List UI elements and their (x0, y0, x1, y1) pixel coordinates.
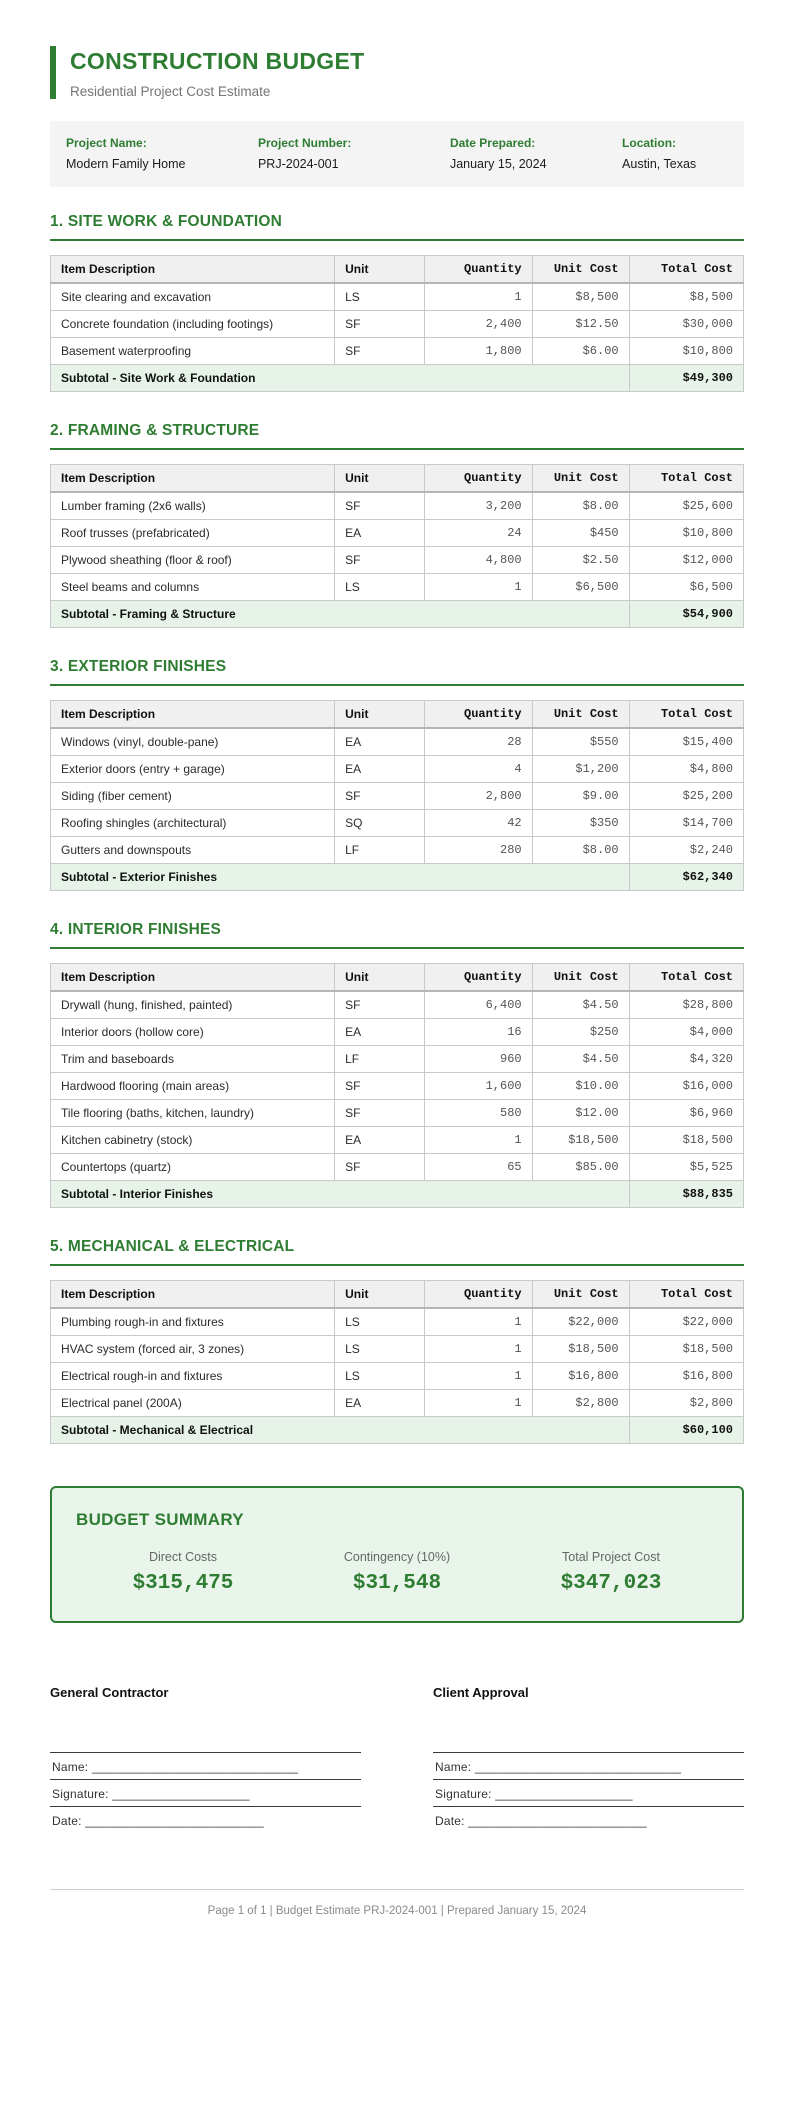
table-row (51, 728, 744, 756)
cell-quantity: 1 (425, 1390, 532, 1417)
project-name-label: Project Name: (66, 136, 147, 150)
cell-unit: LS (335, 1363, 425, 1390)
project-number-value: PRJ-2024-001 (257, 157, 339, 171)
subtotal-row (51, 864, 744, 891)
column-header-unit: Unit (335, 964, 425, 992)
footer-text: Page 1 of 1 | Budget Estimate PRJ-2024-001 | Prepared January 15, 2024 (207, 1905, 587, 1917)
cell-unit: SF (335, 783, 425, 810)
cell-total-cost: $14,700 (629, 810, 743, 837)
cell-unit-cost: $16,800 (532, 1363, 629, 1390)
cell-unit-cost: $12.50 (532, 311, 629, 338)
table-row (51, 991, 744, 1019)
column-header-total-cost: Total Cost (629, 701, 743, 729)
cell-description: Hardwood flooring (main areas) (51, 1073, 335, 1100)
cell-unit: SF (335, 338, 425, 365)
signature-section (50, 1685, 744, 1833)
direct-costs-value: $315,475 (132, 1572, 234, 1595)
column-header-unit-cost: Unit Cost (532, 465, 629, 493)
cell-total-cost: $6,960 (629, 1100, 743, 1127)
cell-total-cost: $16,000 (629, 1073, 743, 1100)
cost-section (50, 1238, 744, 1444)
section-title: 4. INTERIOR FINISHES (50, 921, 744, 949)
client-signature-line: Signature: ____________________ (433, 1779, 744, 1806)
subtotal-row (51, 1417, 744, 1444)
cell-unit: EA (335, 1019, 425, 1046)
cell-unit-cost: $4.50 (532, 991, 629, 1019)
cell-unit-cost: $8.00 (532, 837, 629, 864)
page-title: CONSTRUCTION BUDGET (70, 48, 365, 74)
table-row (51, 1363, 744, 1390)
subtotal-row (51, 365, 744, 392)
cell-unit-cost: $6.00 (532, 338, 629, 365)
table-row (51, 1019, 744, 1046)
table-row (51, 1390, 744, 1417)
cell-quantity: 1 (425, 283, 532, 311)
table-header-row (51, 465, 744, 493)
cell-unit-cost: $4.50 (532, 1046, 629, 1073)
cell-unit: SF (335, 547, 425, 574)
cell-quantity: 1 (425, 1308, 532, 1336)
column-header-description: Item Description (51, 964, 335, 992)
cell-total-cost: $15,400 (629, 728, 743, 756)
table-header-row (51, 701, 744, 729)
table-row (51, 574, 744, 601)
cell-description: Electrical rough-in and fixtures (51, 1363, 335, 1390)
cell-unit-cost: $550 (532, 728, 629, 756)
column-header-unit: Unit (335, 701, 425, 729)
subtotal-value: $49,300 (629, 365, 743, 392)
cell-quantity: 65 (425, 1154, 532, 1181)
document-header (50, 46, 744, 99)
column-header-total-cost: Total Cost (629, 964, 743, 992)
cell-description: Concrete foundation (including footings) (51, 311, 335, 338)
cell-description: Plumbing rough-in and fixtures (51, 1308, 335, 1336)
subtotal-label: Subtotal - Mechanical & Electrical (51, 1417, 630, 1444)
table-row (51, 1127, 744, 1154)
cell-unit: LS (335, 574, 425, 601)
column-header-quantity: Quantity (425, 465, 532, 493)
accent-bar (50, 46, 56, 99)
cell-description: Lumber framing (2x6 walls) (51, 492, 335, 520)
cell-description: Countertops (quartz) (51, 1154, 335, 1181)
cell-unit: LS (335, 1336, 425, 1363)
cell-unit-cost: $12.00 (532, 1100, 629, 1127)
table-header-row (51, 256, 744, 284)
cell-description: Site clearing and excavation (51, 283, 335, 311)
cell-quantity: 960 (425, 1046, 532, 1073)
date-prepared-field (450, 136, 622, 171)
subtotal-value: $88,835 (629, 1181, 743, 1208)
client-name-line: Name: ______________________________ (433, 1752, 744, 1779)
cell-description: Windows (vinyl, double-pane) (51, 728, 335, 756)
cost-section (50, 658, 744, 891)
column-header-description: Item Description (51, 1281, 335, 1309)
budget-summary-box (50, 1486, 744, 1623)
cell-unit-cost: $10.00 (532, 1073, 629, 1100)
column-header-unit: Unit (335, 1281, 425, 1309)
cell-total-cost: $25,200 (629, 783, 743, 810)
document-footer (50, 1889, 744, 1917)
cell-unit: SF (335, 991, 425, 1019)
cell-quantity: 2,800 (425, 783, 532, 810)
cell-description: Plywood sheathing (floor & roof) (51, 547, 335, 574)
cell-unit: EA (335, 520, 425, 547)
cell-description: Electrical panel (200A) (51, 1390, 335, 1417)
cell-total-cost: $28,800 (629, 991, 743, 1019)
column-header-total-cost: Total Cost (629, 256, 743, 284)
column-header-total-cost: Total Cost (629, 465, 743, 493)
subtotal-value: $62,340 (629, 864, 743, 891)
cell-total-cost: $6,500 (629, 574, 743, 601)
cell-unit: SF (335, 1073, 425, 1100)
cell-unit-cost: $6,500 (532, 574, 629, 601)
cell-quantity: 580 (425, 1100, 532, 1127)
cell-total-cost: $22,000 (629, 1308, 743, 1336)
total-project-cost-item (504, 1550, 718, 1595)
cell-unit: EA (335, 756, 425, 783)
cell-unit: SQ (335, 810, 425, 837)
contingency-label: Contingency (10%) (343, 1550, 451, 1564)
cell-quantity: 4,800 (425, 547, 532, 574)
cell-unit-cost: $18,500 (532, 1336, 629, 1363)
cell-description: Gutters and downspouts (51, 837, 335, 864)
cell-unit: SF (335, 1100, 425, 1127)
cell-quantity: 28 (425, 728, 532, 756)
cell-unit-cost: $9.00 (532, 783, 629, 810)
column-header-unit-cost: Unit Cost (532, 964, 629, 992)
cell-unit: SF (335, 1154, 425, 1181)
cell-description: Drywall (hung, finished, painted) (51, 991, 335, 1019)
cell-total-cost: $18,500 (629, 1127, 743, 1154)
table-header-row (51, 1281, 744, 1309)
table-row (51, 1336, 744, 1363)
table-row (51, 1046, 744, 1073)
column-header-description: Item Description (51, 465, 335, 493)
project-name-field (66, 136, 258, 171)
cell-unit-cost: $250 (532, 1019, 629, 1046)
cell-description: Steel beams and columns (51, 574, 335, 601)
subtotal-label: Subtotal - Framing & Structure (51, 601, 630, 628)
cell-total-cost: $18,500 (629, 1336, 743, 1363)
cost-section (50, 422, 744, 628)
cell-unit-cost: $1,200 (532, 756, 629, 783)
column-header-quantity: Quantity (425, 256, 532, 284)
cell-unit: EA (335, 1127, 425, 1154)
cost-table (50, 464, 744, 628)
cell-quantity: 3,200 (425, 492, 532, 520)
column-header-quantity: Quantity (425, 964, 532, 992)
cell-quantity: 1,800 (425, 338, 532, 365)
column-header-quantity: Quantity (425, 701, 532, 729)
cell-quantity: 4 (425, 756, 532, 783)
column-header-unit-cost: Unit Cost (532, 701, 629, 729)
contractor-date-line: Date: __________________________ (50, 1806, 361, 1833)
cost-table (50, 1280, 744, 1444)
cell-quantity: 1 (425, 1363, 532, 1390)
cell-unit-cost: $18,500 (532, 1127, 629, 1154)
project-number-field (258, 136, 450, 171)
contractor-signature-line: Signature: ____________________ (50, 1779, 361, 1806)
table-row (51, 338, 744, 365)
cell-unit-cost: $8.00 (532, 492, 629, 520)
column-header-unit: Unit (335, 465, 425, 493)
cell-unit-cost: $22,000 (532, 1308, 629, 1336)
section-title: 5. MECHANICAL & ELECTRICAL (50, 1238, 744, 1266)
table-row (51, 756, 744, 783)
cell-quantity: 1 (425, 574, 532, 601)
cell-unit-cost: $2,800 (532, 1390, 629, 1417)
cost-sections (50, 213, 744, 1444)
cell-quantity: 6,400 (425, 991, 532, 1019)
subtotal-label: Subtotal - Interior Finishes (51, 1181, 630, 1208)
table-row (51, 492, 744, 520)
cell-total-cost: $8,500 (629, 283, 743, 311)
location-label: Location: (622, 136, 677, 150)
cell-total-cost: $10,800 (629, 520, 743, 547)
cell-unit-cost: $450 (532, 520, 629, 547)
cell-total-cost: $2,800 (629, 1390, 743, 1417)
cell-unit: EA (335, 728, 425, 756)
cost-section (50, 921, 744, 1208)
cell-description: Tile flooring (baths, kitchen, laundry) (51, 1100, 335, 1127)
column-header-quantity: Quantity (425, 1281, 532, 1309)
cell-unit-cost: $350 (532, 810, 629, 837)
table-row (51, 520, 744, 547)
cell-description: Exterior doors (entry + garage) (51, 756, 335, 783)
column-header-description: Item Description (51, 701, 335, 729)
cell-description: HVAC system (forced air, 3 zones) (51, 1336, 335, 1363)
column-header-unit: Unit (335, 256, 425, 284)
page-subtitle: Residential Project Cost Estimate (70, 84, 271, 99)
cell-total-cost: $2,240 (629, 837, 743, 864)
cell-unit-cost: $2.50 (532, 547, 629, 574)
cell-quantity: 42 (425, 810, 532, 837)
column-header-description: Item Description (51, 256, 335, 284)
subtotal-label: Subtotal - Site Work & Foundation (51, 365, 630, 392)
budget-summary-title: BUDGET SUMMARY (76, 1510, 244, 1529)
client-approval-signature-block (433, 1685, 744, 1833)
column-header-unit-cost: Unit Cost (532, 256, 629, 284)
project-name-value: Modern Family Home (66, 157, 186, 171)
general-contractor-signature-block (50, 1685, 361, 1833)
cell-unit-cost: $8,500 (532, 283, 629, 311)
cell-total-cost: $4,320 (629, 1046, 743, 1073)
table-row (51, 283, 744, 311)
cell-description: Basement waterproofing (51, 338, 335, 365)
location-value: Austin, Texas (622, 157, 697, 171)
cell-unit: SF (335, 492, 425, 520)
cell-quantity: 2,400 (425, 311, 532, 338)
cell-description: Roof trusses (prefabricated) (51, 520, 335, 547)
cell-total-cost: $16,800 (629, 1363, 743, 1390)
subtotal-value: $54,900 (629, 601, 743, 628)
contractor-name-line: Name: ______________________________ (50, 1752, 361, 1779)
location-field (622, 136, 728, 171)
cell-description: Interior doors (hollow core) (51, 1019, 335, 1046)
section-title: 3. EXTERIOR FINISHES (50, 658, 744, 686)
general-contractor-title: General Contractor (50, 1685, 169, 1700)
cell-quantity: 1,600 (425, 1073, 532, 1100)
cell-description: Trim and baseboards (51, 1046, 335, 1073)
cell-unit: LF (335, 1046, 425, 1073)
table-row (51, 1073, 744, 1100)
column-header-unit-cost: Unit Cost (532, 1281, 629, 1309)
cost-table (50, 700, 744, 891)
subtotal-row (51, 601, 744, 628)
cost-table (50, 255, 744, 392)
table-row (51, 1308, 744, 1336)
table-row (51, 1100, 744, 1127)
cell-quantity: 280 (425, 837, 532, 864)
cell-description: Siding (fiber cement) (51, 783, 335, 810)
subtotal-value: $60,100 (629, 1417, 743, 1444)
table-row (51, 1154, 744, 1181)
total-project-cost-value: $347,023 (560, 1572, 662, 1595)
section-title: 2. FRAMING & STRUCTURE (50, 422, 744, 450)
date-prepared-value: January 15, 2024 (449, 157, 547, 171)
cell-total-cost: $30,000 (629, 311, 743, 338)
table-row (51, 547, 744, 574)
client-approval-title: Client Approval (433, 1685, 529, 1700)
date-prepared-label: Date Prepared: (449, 136, 536, 150)
total-project-cost-label: Total Project Cost (562, 1550, 660, 1564)
cell-unit-cost: $85.00 (532, 1154, 629, 1181)
project-info-box (50, 121, 744, 187)
cell-total-cost: $12,000 (629, 547, 743, 574)
cell-total-cost: $4,000 (629, 1019, 743, 1046)
table-row (51, 783, 744, 810)
subtotal-label: Subtotal - Exterior Finishes (51, 864, 630, 891)
contingency-item (290, 1550, 504, 1595)
cell-quantity: 24 (425, 520, 532, 547)
direct-costs-item (76, 1550, 290, 1595)
cell-total-cost: $10,800 (629, 338, 743, 365)
cost-section (50, 213, 744, 392)
table-row (51, 810, 744, 837)
project-number-label: Project Number: (257, 136, 352, 150)
cell-quantity: 1 (425, 1127, 532, 1154)
cost-table (50, 963, 744, 1208)
subtotal-row (51, 1181, 744, 1208)
cell-description: Roofing shingles (architectural) (51, 810, 335, 837)
cell-unit: EA (335, 1390, 425, 1417)
contingency-value: $31,548 (352, 1572, 442, 1595)
cell-unit: LS (335, 1308, 425, 1336)
column-header-total-cost: Total Cost (629, 1281, 743, 1309)
cell-total-cost: $25,600 (629, 492, 743, 520)
cell-description: Kitchen cabinetry (stock) (51, 1127, 335, 1154)
section-title: 1. SITE WORK & FOUNDATION (50, 213, 744, 241)
table-row (51, 837, 744, 864)
cell-total-cost: $5,525 (629, 1154, 743, 1181)
direct-costs-label: Direct Costs (148, 1550, 218, 1564)
cell-quantity: 1 (425, 1336, 532, 1363)
table-row (51, 311, 744, 338)
cell-unit: LS (335, 283, 425, 311)
cell-unit: LF (335, 837, 425, 864)
table-header-row (51, 964, 744, 992)
cell-quantity: 16 (425, 1019, 532, 1046)
cell-unit: SF (335, 311, 425, 338)
cell-total-cost: $4,800 (629, 756, 743, 783)
client-date-line: Date: __________________________ (433, 1806, 744, 1833)
